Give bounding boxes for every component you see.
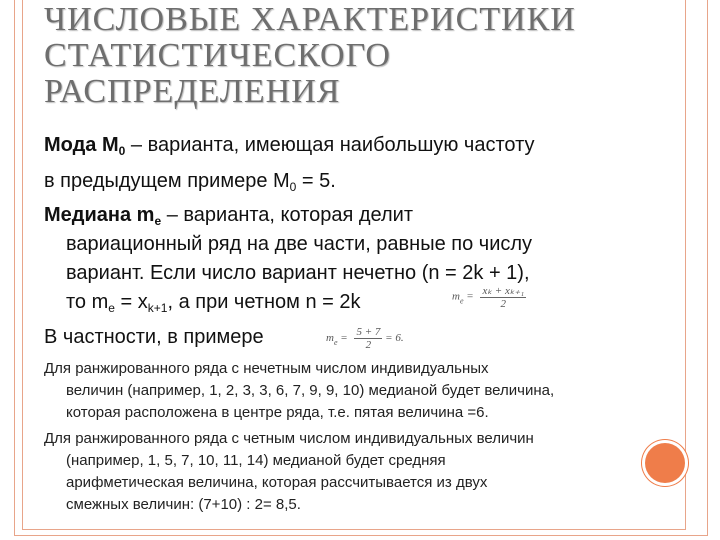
slide-title bbox=[44, 2, 604, 110]
even-series-line-4: смежных величин: (7+10) : 2= 8,5. bbox=[66, 496, 301, 513]
title-line-2: СТАТИСТИЧЕСКОГО bbox=[44, 37, 391, 74]
even-series-line-1: Для ранжированного ряда с четным числом индивидуальных величин bbox=[44, 430, 534, 447]
partial-example-formula: $m_e$ = $\frac{5 + 7}{2}$ = 6. bbox=[326, 326, 404, 351]
odd-series-line-2: величин (например, 1, 2, 3, 3, 6, 7, 9, 9, 10) медианой будет величина, bbox=[66, 382, 555, 399]
moda-def-text: – варианта, имеющая наибольшую частоту bbox=[125, 134, 535, 156]
moda-example: в предыдущем примере $M_0 = 5$. bbox=[44, 170, 336, 194]
mediana-line-2: вариационный ряд на две части, равные по числу bbox=[66, 233, 533, 255]
title-line-3: РАСПРЕДЕЛЕНИЯ bbox=[44, 73, 341, 110]
mediana-line-4: то $m_e = x_{k+1}$, а при четном n = 2k bbox=[66, 291, 361, 315]
even-series-line-2: (например, 1, 5, 7, 10, 11, 14) медианой будет средняя bbox=[66, 452, 446, 469]
moda-term: Мода $M_0$ bbox=[44, 134, 126, 158]
even-series-line-3: арифметическая величина, которая рассчитывается из двух bbox=[66, 474, 488, 491]
decorative-circle-icon bbox=[645, 443, 685, 483]
odd-series-line-1: Для ранжированного ряда с нечетным числом индивидуальных bbox=[44, 360, 489, 377]
odd-series-line-3: которая расположена в центре ряда, т.е. пятая величина =6. bbox=[66, 404, 489, 421]
partial-example-text: В частности, в примере bbox=[44, 326, 264, 348]
mediana-line-1: Медиана $m_e$ – варианта, которая делит bbox=[44, 204, 414, 228]
mediana-line-3: вариант. Если число вариант нечетно (n = 2k + 1), bbox=[66, 262, 530, 284]
title-line-1: ЧИСЛОВЫЕ ХАРАКТЕРИСТИКИ bbox=[44, 1, 576, 38]
moda-definition bbox=[44, 134, 534, 157]
mediana-term: Медиана $m_e$ bbox=[44, 204, 162, 228]
median-even-formula: $m_e$ = $\frac{\text{xₖ + xₖ₊₁}}{2}$ bbox=[452, 285, 525, 310]
